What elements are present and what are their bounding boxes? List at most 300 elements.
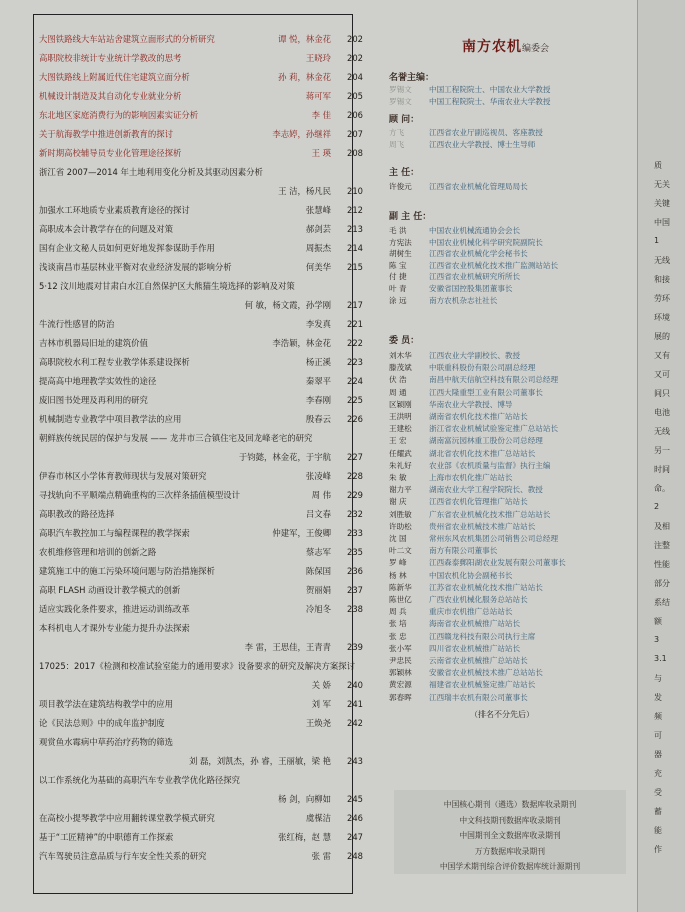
toc-title: 提高高中地理教学实效性的途径 xyxy=(39,376,157,386)
toc-entry xyxy=(39,699,363,709)
toc-entry xyxy=(39,319,363,329)
toc-entry xyxy=(39,357,363,367)
edge-fragment: 和接 xyxy=(654,275,670,284)
member-role: 贵州省农业机械技术推广站站长 xyxy=(429,521,536,531)
toc-authors: 关 娇 xyxy=(311,680,331,690)
toc-entry xyxy=(39,129,363,139)
toc-entry xyxy=(39,718,363,728)
edge-fragment: 又有 xyxy=(654,351,670,360)
member-role: 南方农机杂志社社长 xyxy=(429,295,498,305)
edge-fragment: 可 xyxy=(654,731,662,740)
section-heading: 主 任： xyxy=(389,168,420,178)
board-member xyxy=(389,85,551,94)
toc-page: 226 xyxy=(347,414,363,424)
toc-entry xyxy=(39,794,363,804)
member-role: 安徽省农业机械技术推广总站站长 xyxy=(429,668,543,678)
database-entry: 中国核心期刊（遴选）数据库收录期刊 xyxy=(443,800,577,809)
database-entry: 中文科技期刊数据库收录期刊 xyxy=(459,815,561,825)
edge-fragment: 间只 xyxy=(654,389,670,398)
toc-entry xyxy=(39,224,363,234)
member-name: 周 通 xyxy=(389,387,407,397)
member-role: 江西省农业机械化管理局局长 xyxy=(429,182,528,191)
member-name: 王洪明 xyxy=(389,412,412,421)
toc-authors: 张红梅，赵 慧 xyxy=(278,832,331,842)
toc-title: 本科机电人才课外专业能力提升办法探索 xyxy=(39,623,190,633)
member-role: 江西省农业机械研究所所长 xyxy=(429,272,521,282)
member-role: 安徽省国控股集团董事长 xyxy=(429,284,513,293)
toc-entry xyxy=(39,566,363,576)
member-name: 许助松 xyxy=(389,521,412,531)
toc-title: 在高校小提琴教学中应用翻转课堂教学模式研究 xyxy=(39,813,215,823)
member-name: 陈 宝 xyxy=(389,260,407,270)
member-name: 朱 敏 xyxy=(389,473,407,482)
toc-page: 207 xyxy=(347,129,363,139)
toc-title: 浙江省 2007—2014 年土地利用变化分析及其驱动因素分析 xyxy=(39,167,263,177)
toc-title: 浅谈南昌市基层林业平衡对农业经济发展的影响分析 xyxy=(39,262,232,272)
board-member xyxy=(389,632,535,641)
member-name: 郭颖林 xyxy=(389,668,412,678)
toc-entry xyxy=(39,680,363,690)
toc-entry xyxy=(39,338,363,348)
board-member xyxy=(389,571,513,580)
toc-entry xyxy=(39,452,363,462)
toc-page: 243 xyxy=(347,756,363,766)
toc-entry xyxy=(39,813,363,823)
toc-title: 以工作系统化为基础的高职汽车专业教学优化路径探究 xyxy=(39,775,240,785)
toc-entry xyxy=(39,851,363,861)
toc-title: 汽车驾驶员注意品质与行车安全性关系的研究 xyxy=(39,851,207,861)
member-name: 涂 远 xyxy=(389,295,407,305)
toc-authors: 张凌峰 xyxy=(305,471,331,481)
toc-title: 高职汽车教控加工与编程课程的教学探索 xyxy=(39,528,190,538)
member-role: 江苏省农业机械化技术推广站站长 xyxy=(429,582,543,592)
toc-authors: 虞楳洁 xyxy=(305,813,331,823)
board-member xyxy=(389,261,558,270)
toc-title: 项目教学法在建筑结构教学中的应用 xyxy=(39,699,173,709)
board-member xyxy=(389,424,558,433)
edge-fragment: 无线 xyxy=(654,256,670,265)
board-member xyxy=(389,534,558,543)
board-member xyxy=(389,656,528,665)
toc-title: 新时期高校辅导员专业化管理途径探析 xyxy=(39,148,182,158)
member-role: 江西瑞丰农机有限公司董事长 xyxy=(429,692,528,702)
board-member xyxy=(389,238,543,247)
toc-authors: 殷春云 xyxy=(305,414,331,424)
member-role: 湖北省农机化技术推广总站站长 xyxy=(429,448,536,458)
edge-fragment: 又可 xyxy=(654,370,670,379)
toc-page: 225 xyxy=(347,395,363,405)
toc-title: 基于“工匠精神”的中职德育工作探索 xyxy=(39,832,174,842)
member-role: 江西省农业机械化技术推广监测站站长 xyxy=(429,260,559,270)
member-role: 湖南富沅园林重工股份公司总经理 xyxy=(429,436,543,446)
member-role: 江西省农业机械化学会秘书长 xyxy=(429,249,528,259)
member-name: 周飞 xyxy=(389,140,405,149)
member-role: 四川省农业机械推广站站长 xyxy=(429,643,521,653)
board-member xyxy=(389,449,535,458)
member-name: 张 忠 xyxy=(389,631,407,641)
toc-entry xyxy=(39,471,363,481)
toc-page: 214 xyxy=(347,243,363,253)
toc-entry xyxy=(39,433,363,443)
member-role: 湖南农业大学工程学院院长、教授 xyxy=(429,485,543,495)
toc-authors: 郝剑芸 xyxy=(305,224,331,234)
toc-page: 215 xyxy=(347,262,363,272)
toc-page: 210 xyxy=(347,186,363,196)
member-name: 黄宏源 xyxy=(389,680,412,690)
database-entry: 中国学术期刊综合评价数据库统计源期刊 xyxy=(439,862,581,871)
member-name: 刘木华 xyxy=(389,351,412,360)
toc-page: 235 xyxy=(347,547,363,557)
toc-authors: 李 雷，王思佳，王青青 xyxy=(244,642,331,652)
toc-page: 245 xyxy=(347,794,363,804)
toc-title: 吉林市机器局旧址的建筑价值 xyxy=(39,338,148,348)
member-role: 江西农业大学教授、博士生导师 xyxy=(429,140,536,149)
toc-authors: 刘 军 xyxy=(311,699,331,709)
toc-authors: 刘 磊，刘凯杰，孙 睿，王丽敏，梁 艳 xyxy=(189,756,331,766)
toc-authors: 贺丽娟 xyxy=(305,585,331,595)
board-member xyxy=(389,607,513,616)
member-role: 农业部《农机质量与监督》执行主编 xyxy=(429,460,551,470)
toc-authors: 周振杰 xyxy=(305,243,331,253)
member-name: 张小军 xyxy=(389,643,412,653)
database-entry: 万方数据库收录期刊 xyxy=(474,846,546,856)
toc-authors: 何美华 xyxy=(305,262,331,272)
member-role: 中联重科股份有限公司副总经理 xyxy=(429,363,536,373)
toc-authors: 仲建军，王俊卿 xyxy=(272,528,331,538)
toc-page: 233 xyxy=(347,528,363,538)
section-heading: 委 员： xyxy=(389,336,420,346)
board-member xyxy=(389,182,528,191)
toc-page: 240 xyxy=(347,680,363,690)
member-role: 重庆市农机推广总站站长 xyxy=(429,607,513,617)
edge-fragment: 器 xyxy=(654,750,662,759)
toc-entry xyxy=(39,243,363,253)
member-name: 刘胜敏 xyxy=(389,509,412,519)
toc-entry xyxy=(39,737,363,747)
toc-page: 202 xyxy=(347,53,363,63)
toc-entry xyxy=(39,756,363,766)
member-role: 浙江省农业机械试验鉴定推广总站站长 xyxy=(429,424,559,434)
board-label: 编委会 xyxy=(522,44,550,54)
toc-title: 机械设计制造及其自动化专业就业分析 xyxy=(39,91,182,101)
toc-title: 论《民法总则》中的成年监护制度 xyxy=(39,718,165,728)
member-name: 方飞 xyxy=(389,128,405,137)
member-name: 区颖刚 xyxy=(389,399,412,409)
member-role: 海南省农业机械推广站站长 xyxy=(429,619,521,629)
toc-entry xyxy=(39,110,363,120)
toc-page: 222 xyxy=(347,338,363,348)
toc-page: 217 xyxy=(347,300,363,310)
toc-title: 农机维修管理和培训的创新之路 xyxy=(39,547,157,557)
board-member xyxy=(389,97,551,106)
edge-fragment: 无关 xyxy=(654,180,670,189)
toc-entry xyxy=(39,585,363,595)
toc-page: 212 xyxy=(347,205,363,215)
member-role: 江西赣龙科技有限公司执行主席 xyxy=(429,631,536,641)
edge-fragment: 额 xyxy=(654,617,662,626)
edge-fragment: 另一 xyxy=(654,446,670,455)
edge-fragment: 1 xyxy=(654,236,660,245)
edge-fragment: 关键 xyxy=(654,199,670,208)
edge-fragment: 命。 xyxy=(654,484,670,493)
member-name: 尹忠民 xyxy=(389,656,412,665)
toc-page: 248 xyxy=(347,851,363,861)
member-role: 江西大隆重型工业有限公司董事长 xyxy=(429,387,543,397)
toc-authors: 张 雷 xyxy=(311,851,331,861)
toc-title: 东北地区家庭消费行为的影响因素实证分析 xyxy=(39,110,199,120)
member-name: 罗锡文 xyxy=(389,97,412,106)
toc-title: 高职 FLASH 动画设计教学模式的创新 xyxy=(39,585,181,595)
edge-fragment: 性能 xyxy=(654,560,670,569)
edge-fragment: 及相 xyxy=(654,522,670,531)
toc-title: 寻找轨向不平顺端点精确重构的三次样条插值模型设计 xyxy=(39,490,240,500)
board-member xyxy=(389,128,543,137)
edge-fragment: 劳环 xyxy=(654,294,670,303)
toc-page: 208 xyxy=(347,148,363,158)
toc-entry xyxy=(39,91,363,101)
toc-page: 223 xyxy=(347,357,363,367)
toc-entry xyxy=(39,376,363,386)
edge-fragment: 与 xyxy=(654,674,662,683)
toc-authors: 王晓玲 xyxy=(305,53,331,63)
member-name: 叶 青 xyxy=(389,284,407,293)
toc-authors: 王焕尧 xyxy=(305,718,331,728)
edge-fragment: 部分 xyxy=(654,579,670,588)
edge-fragment: 充 xyxy=(654,769,662,778)
toc-entry xyxy=(39,623,363,633)
toc-page: 241 xyxy=(347,699,363,709)
section-heading: 顾 问： xyxy=(389,115,420,125)
toc-authors: 于钧懿，林金花，于宇航 xyxy=(238,452,331,462)
member-name: 谢 庆 xyxy=(389,497,407,507)
toc-entry xyxy=(39,604,363,614)
toc-entry xyxy=(39,186,363,196)
toc-page: 246 xyxy=(347,813,363,823)
member-name: 沈 国 xyxy=(389,534,407,543)
board-member xyxy=(389,249,528,258)
board-member xyxy=(389,436,543,445)
edge-fragment: 无线 xyxy=(654,427,670,436)
toc-page: 205 xyxy=(347,91,363,101)
toc-title: 高职院校水利工程专业教学体系建设探析 xyxy=(39,357,190,367)
member-name: 方宪法 xyxy=(389,237,412,247)
edge-fragment: 频 xyxy=(654,712,662,721)
toc-title: 加强水工环地质专业素质教育途径的探讨 xyxy=(39,205,190,215)
toc-authors: 秦翠平 xyxy=(305,376,331,386)
toc-authors: 冷旭冬 xyxy=(305,604,331,614)
toc-title: 机械制造专业教学中项目教学法的应用 xyxy=(39,414,182,424)
member-name: 陈世亿 xyxy=(389,595,412,604)
section-heading: 副 主 任： xyxy=(389,212,432,222)
member-role: 中国工程院院士、中国农业大学教授 xyxy=(429,85,551,94)
toc-page: 236 xyxy=(347,566,363,576)
toc-authors: 陈保国 xyxy=(305,566,331,576)
toc-authors: 王 瑛 xyxy=(311,148,331,158)
toc-title: 高职院校非统计专业统计学教改的思考 xyxy=(39,53,182,63)
member-role: 湖南省农机化技术推广站站长 xyxy=(429,412,528,421)
toc-authors: 李浩颖，林金花 xyxy=(272,338,331,348)
toc-entry xyxy=(39,490,363,500)
database-entry: 中国期刊全文数据库收录期刊 xyxy=(459,831,561,840)
toc-entry xyxy=(39,53,363,63)
toc-page: 247 xyxy=(347,832,363,842)
board-member xyxy=(389,693,528,702)
member-role: 广西农业机械化服务总站站长 xyxy=(429,595,528,604)
board-member xyxy=(389,680,535,689)
toc-title: 大图铁路线大车站站舍建筑立面形式的分析研究 xyxy=(39,34,215,44)
toc-page: 221 xyxy=(347,319,363,329)
board-member xyxy=(389,140,535,149)
member-role: 中国农业机械化科学研究院副院长 xyxy=(429,237,543,247)
member-name: 周 兵 xyxy=(389,607,407,617)
toc-authors: 杨正溪 xyxy=(305,357,331,367)
toc-entry xyxy=(39,414,363,424)
toc-entry xyxy=(39,509,363,519)
member-name: 王 宏 xyxy=(389,436,407,446)
toc-page: 224 xyxy=(347,376,363,386)
toc-entry xyxy=(39,395,363,405)
edge-fragment: 3.1 xyxy=(654,654,667,663)
member-name: 谢力平 xyxy=(389,485,412,495)
toc-title: 适应实践化条件要求，推进运动训练改革 xyxy=(39,604,190,614)
journal-name: 南方农机 xyxy=(462,39,522,55)
toc-page: 206 xyxy=(347,110,363,120)
board-member xyxy=(389,226,520,235)
board-member xyxy=(389,619,520,628)
member-name: 毛 洪 xyxy=(389,226,407,235)
board-member xyxy=(389,412,528,421)
member-role: 中国农机化协会副秘书长 xyxy=(429,570,513,580)
member-name: 胡树生 xyxy=(389,249,412,259)
member-role: 云南省农业机械推广总站站长 xyxy=(429,656,528,665)
member-name: 罗锡文 xyxy=(389,85,412,94)
member-role: 江西省农业厅副巡视员、客座教授 xyxy=(429,128,543,137)
member-name: 张 培 xyxy=(389,619,407,629)
toc-title: 17025：2017《检测和校准试验室能力的通用要求》设备要求的研究及解决方案探讨 xyxy=(39,661,355,671)
toc-authors: 孙 莉，林金花 xyxy=(278,72,331,82)
board-member xyxy=(389,546,497,555)
edge-fragment: 环境 xyxy=(654,313,670,322)
toc-page: 232 xyxy=(347,509,363,519)
toc-entry xyxy=(39,148,363,158)
member-name: 陈新华 xyxy=(389,582,412,592)
member-name: 郭春晖 xyxy=(389,692,412,702)
board-member xyxy=(389,522,535,531)
toc-entry xyxy=(39,547,363,557)
toc-title: 高职教改的路径选择 xyxy=(39,509,115,519)
board-member xyxy=(389,668,543,677)
edge-fragment: 质 xyxy=(654,161,662,170)
member-role: 中国农业机械流通协会会长 xyxy=(429,226,521,235)
board-member xyxy=(389,388,543,397)
board-member xyxy=(389,461,551,470)
board-member xyxy=(389,583,543,592)
order-note: （排名不分先后） xyxy=(470,710,534,719)
toc-entry xyxy=(39,205,363,215)
member-role: 江西农业大学副校长、教授 xyxy=(429,351,521,360)
board-member xyxy=(389,272,520,281)
toc-page: 242 xyxy=(347,718,363,728)
edge-fragment: 注整 xyxy=(654,541,670,550)
edge-fragment: 作 xyxy=(654,845,662,854)
member-role: 南方有限公司董事长 xyxy=(429,546,498,556)
toc-entry xyxy=(39,167,363,177)
member-name: 伏 浩 xyxy=(389,375,407,385)
edge-fragment: 能 xyxy=(654,826,662,835)
toc-entry xyxy=(39,642,363,652)
member-name: 王建松 xyxy=(389,424,412,434)
edge-fragment: 时间 xyxy=(654,465,670,474)
toc-authors: 李志婷，孙继祥 xyxy=(272,129,331,139)
toc-entry xyxy=(39,528,363,538)
toc-authors: 李 佳 xyxy=(311,110,331,120)
member-role: 华南农业大学教授、博导 xyxy=(429,399,513,409)
edge-fragment: 2 xyxy=(654,502,660,511)
toc-authors: 吕文春 xyxy=(305,509,331,519)
board-member xyxy=(389,485,543,494)
toc-authors: 李发真 xyxy=(305,319,331,329)
toc-authors: 张慧峰 xyxy=(305,205,331,215)
edge-fragment: 中国 xyxy=(654,218,670,227)
board-member xyxy=(389,375,558,384)
edge-fragment: 3 xyxy=(654,635,660,644)
board-member xyxy=(389,497,528,506)
toc-entry xyxy=(39,72,363,82)
toc-title: 关于航海教学中推进创新教育的探讨 xyxy=(39,129,173,139)
edge-fragment: 蓄 xyxy=(654,807,662,816)
toc-authors: 何 敏，杨文霞，孙学刚 xyxy=(244,300,331,310)
toc-page: 204 xyxy=(347,72,363,82)
toc-authors: 蒋可军 xyxy=(305,91,331,101)
member-name: 罗 峰 xyxy=(389,558,407,568)
member-role: 上海市农机化推广站站长 xyxy=(429,473,513,482)
toc-page: 237 xyxy=(347,585,363,595)
toc-title: 大图铁路线上附属近代住宅建筑立面分析 xyxy=(39,72,190,82)
toc-authors: 蔡志军 xyxy=(305,547,331,557)
toc-page: 229 xyxy=(347,490,363,500)
toc-title: 建筑施工中的施工污染环境问题与防治措施探析 xyxy=(39,566,215,576)
editorial-board-title xyxy=(462,36,549,56)
toc-authors: 谭 悦，林金花 xyxy=(278,34,331,44)
toc-title: 朝鲜族传统民居的保护与发展 —— 龙井市三合镇住宅及回龙峰老宅的研究 xyxy=(39,433,313,443)
toc-authors: 杨 剑，向柳如 xyxy=(278,794,331,804)
toc-title: 废旧图书处理及再利用的研究 xyxy=(39,395,148,405)
toc-authors: 李春刚 xyxy=(305,395,331,405)
board-member xyxy=(389,595,528,604)
edge-fragment: 受 xyxy=(654,788,662,797)
member-name: 滕茂斌 xyxy=(389,363,412,373)
board-member xyxy=(389,473,513,482)
toc-title: 高职成本会计教学存在的问题及对策 xyxy=(39,224,173,234)
board-member xyxy=(389,284,513,293)
toc-title: 国有企业文秘人员如何更好地发挥参谋助手作用 xyxy=(39,243,215,253)
toc-entry xyxy=(39,281,363,291)
toc-page: 213 xyxy=(347,224,363,234)
toc-title: 伊春市林区小学体育教师现状与发展对策研究 xyxy=(39,471,207,481)
toc-page: 228 xyxy=(347,471,363,481)
member-role: 江西森泰郵阳湖农业发展有限公司董事长 xyxy=(429,558,566,568)
edge-fragment: 展的 xyxy=(654,332,670,341)
toc-entry xyxy=(39,34,363,44)
toc-authors: 周 伟 xyxy=(311,490,331,500)
member-role: 广东省农业机械化技术推广总站站长 xyxy=(429,509,551,519)
board-member xyxy=(389,644,520,653)
member-role: 常州东风农机集团公司销售公司总经理 xyxy=(429,534,559,543)
board-member xyxy=(389,400,513,409)
toc-title: 5·12 汶川地震对甘肃白水江自然保护区大熊猫生境选择的影响及对策 xyxy=(39,281,295,291)
toc-page: 202 xyxy=(347,34,363,44)
board-member xyxy=(389,363,535,372)
